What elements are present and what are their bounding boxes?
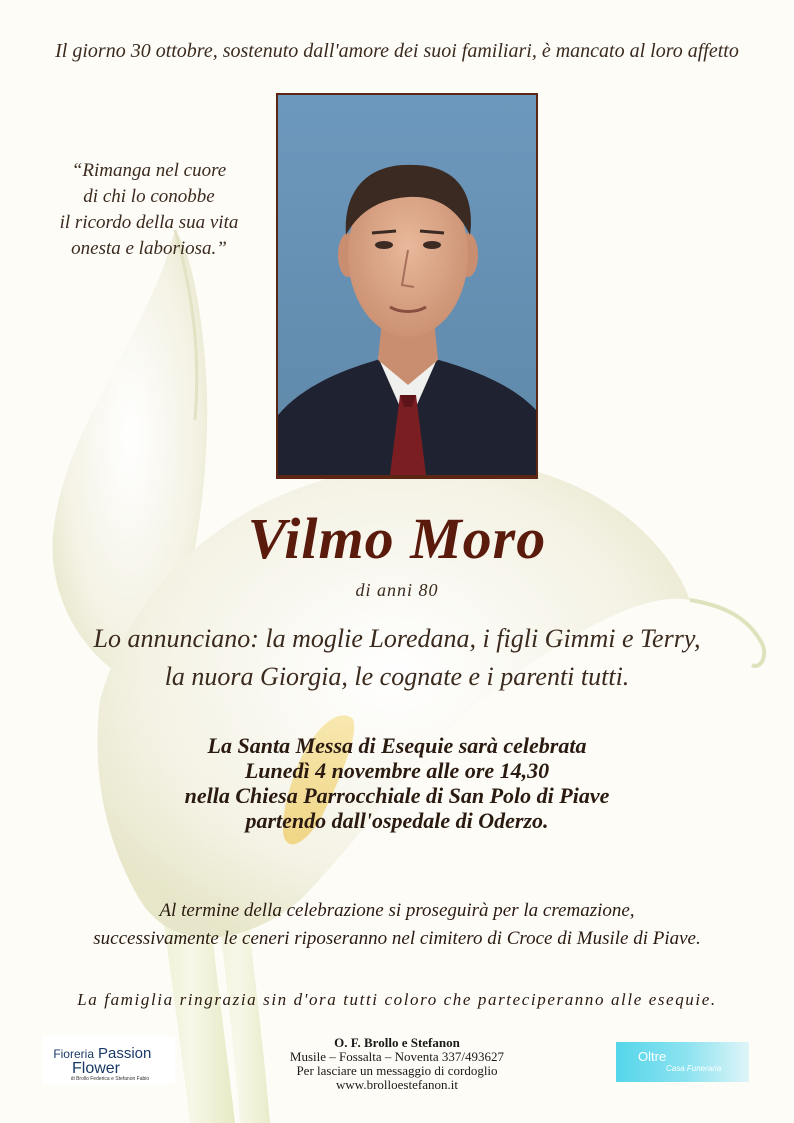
deceased-age: di anni 80 bbox=[355, 580, 439, 600]
logo-right-line2: Casa Funeraria bbox=[666, 1064, 722, 1073]
quote-line: “Rimanga nel cuore bbox=[71, 160, 227, 181]
oltre-casa-funeraria-logo bbox=[616, 1042, 749, 1082]
closing-line: successivamente le ceneri riposeranno nel cimitero di Croce di Musile di Piave. bbox=[93, 928, 701, 949]
portrait-photo bbox=[278, 95, 536, 475]
quote-line: di chi lo conobbe bbox=[83, 186, 215, 207]
family-thanks: La famiglia ringrazia sin d'ora tutti coloro che parteciperanno alle esequie. bbox=[77, 990, 717, 1009]
condolence-message: Per lasciare un messaggio di cordoglio bbox=[296, 1063, 498, 1078]
memorial-quote bbox=[40, 158, 258, 262]
funeral-home-name: O. F. Brollo e Stefanon bbox=[334, 1035, 460, 1050]
closing-line: Al termine della celebrazione si proseguirà per la cremazione, bbox=[159, 900, 635, 921]
cremation-note bbox=[0, 897, 794, 953]
death-notice-intro: Il giorno 30 ottobre, sostenuto dall'amore dei suoi familiari, è mancato al loro affetto bbox=[55, 40, 739, 62]
announcement-line: la nuora Giorgia, le cognate e i parenti tutti. bbox=[164, 662, 630, 691]
quote-line: il ricordo della sua vita bbox=[59, 212, 239, 233]
quote-line: onesta e laboriosa.” bbox=[71, 238, 227, 259]
funeral-mass-details bbox=[0, 733, 794, 833]
logo-left-line4: di Brollo Federica e Stefanon Fabio bbox=[70, 1076, 150, 1082]
logo-left-line2: Passion bbox=[98, 1045, 152, 1062]
logo-left-line1: Fioreria bbox=[53, 1047, 94, 1061]
logo-right-line1: Oltre bbox=[638, 1049, 667, 1064]
mass-line: nella Chiesa Parrocchiale di San Polo di Piave bbox=[184, 783, 610, 808]
mass-line: La Santa Messa di Esequie sarà celebrata bbox=[207, 733, 587, 758]
logo-left-line3: Flower bbox=[71, 1060, 120, 1077]
funeral-home-address: Musile – Fossalta – Noventa 337/493627 bbox=[289, 1049, 505, 1064]
website-link[interactable]: www.brolloestefanon.it bbox=[336, 1077, 458, 1092]
portrait-illustration bbox=[278, 95, 536, 475]
deceased-name: Vilmo Moro bbox=[247, 506, 547, 571]
mass-line: Lunedì 4 novembre alle ore 14,30 bbox=[244, 758, 550, 783]
family-announcement bbox=[0, 620, 794, 696]
mass-line: partendo dall'ospedale di Oderzo. bbox=[245, 808, 549, 833]
announcement-line: Lo annunciano: la moglie Loredana, i figli Gimmi e Terry, bbox=[93, 624, 701, 653]
